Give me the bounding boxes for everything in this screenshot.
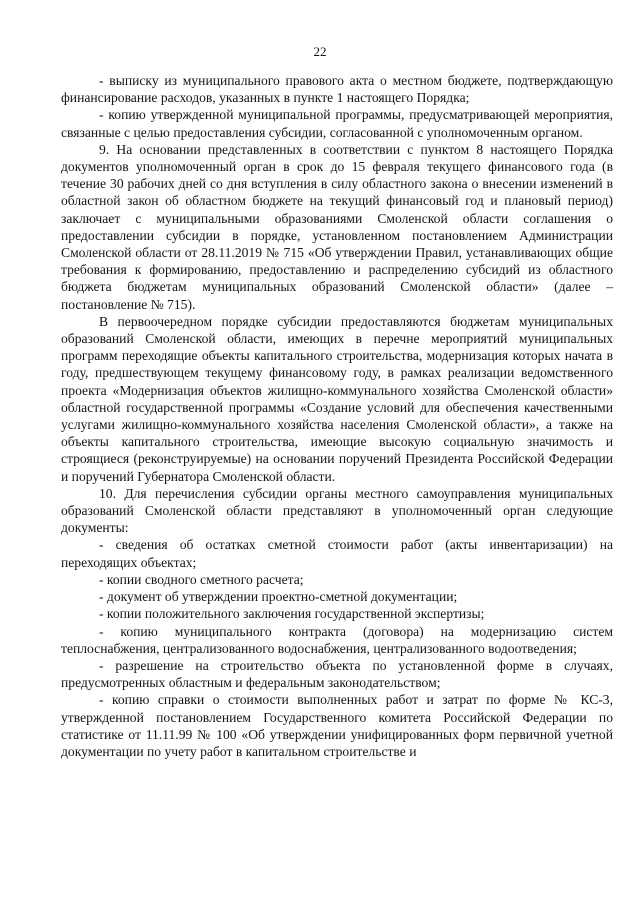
- list-item-summary-estimate: - копии сводного сметного расчета;: [99, 571, 304, 587]
- paragraph-program-copy: - копию утвержденной муниципальной программы, предусматривающей мероприятия, связанные с целью предоставления субсидии, согласованной с уполномоченным органом.: [61, 107, 613, 140]
- list-item-design-approval: - документ об утверждении проектно-сметной документации;: [99, 589, 458, 605]
- paragraph-clause-9: 9. На основании представленных в соответствии с пунктом 8 настоящего Порядка документов уполномоченный орган в срок до 15 февраля текущего финансового года (в течение 30 рабочих дней со дня вступления в силу областного закона о внесении изменений в областной закон об областном бюджете на текущий финансовый год и плановый период) заключает с муниципальными образованиями Смоленской области соглашения о предоставлении субсидии в порядке, установленном постановлением Администрации Смоленской области от 28.11.2019 № 715 «Об утверждении Правил, устанавливающих общие требования к формированию, предоставлению и распределению субсидий из областного бюджета бюджетам муниципальных образований Смоленской области» (далее – постановление № 715).: [61, 141, 613, 312]
- list-item-construction-permit: - разрешение на строительство объекта по установленной форме в случаях, предусмотренных областным и федеральным законодательством;: [61, 657, 613, 691]
- page-number: 22: [313, 44, 327, 59]
- list-item-municipal-contract: - копию муниципального контракта (договора) на модернизацию систем теплоснабжения, централизованного водоснабжения, централизованного водоотведения;: [61, 623, 613, 656]
- list-item-state-expertise: - копии положительного заключения государственной экспертизы;: [99, 606, 485, 622]
- list-item-ks3-certificate: - копию справки о стоимости выполненных работ и затрат по форме № КС-3, утвержденной постановлением Государственного комитета Российской Федерации по статистике от 11.11.99 № 100 «Об утверждении унифицированных форм первичной учетной документации по учету работ в капитальном строительстве и: [61, 692, 613, 759]
- document-body: [61, 72, 613, 760]
- paragraph-budget-extract: - выписку из муниципального правового акта о местном бюджете, подтверждающую финансирование расходов, указанных в пункте 1 настоящего Порядка;: [61, 73, 613, 106]
- paragraph-priority-subsidies: В первоочередном порядке субсидии предоставляются бюджетам муниципальных образований Смоленской области, имеющих в перечне мероприятий муниципальных программ переходящие объекты капитального строительства, модернизация которых начата в году, предшествующем текущему финансовому году, в рамках реализации ведомственного проекта «Модернизация объектов жилищно-коммунального хозяйства Смоленской области» областной государственной программы «Создание условий для обеспечения качественными услугами жилищно-коммунального хозяйства населения Смоленской области», а также на объекты капитального строительства, имеющие высокую социальную значимость и строящиеся (реконструируемые) на основании поручений Президента Российской Федерации и поручений Губернатора Смоленской области.: [61, 313, 613, 484]
- paragraph-clause-10: 10. Для перечисления субсидии органы местного самоуправления муниципальных образований Смоленской области представляют в уполномоченный орган следующие документы:: [61, 485, 613, 536]
- list-item-estimate-balances: - сведения об остатках сметной стоимости работ (акты инвентаризации) на переходящих объектах;: [61, 537, 613, 570]
